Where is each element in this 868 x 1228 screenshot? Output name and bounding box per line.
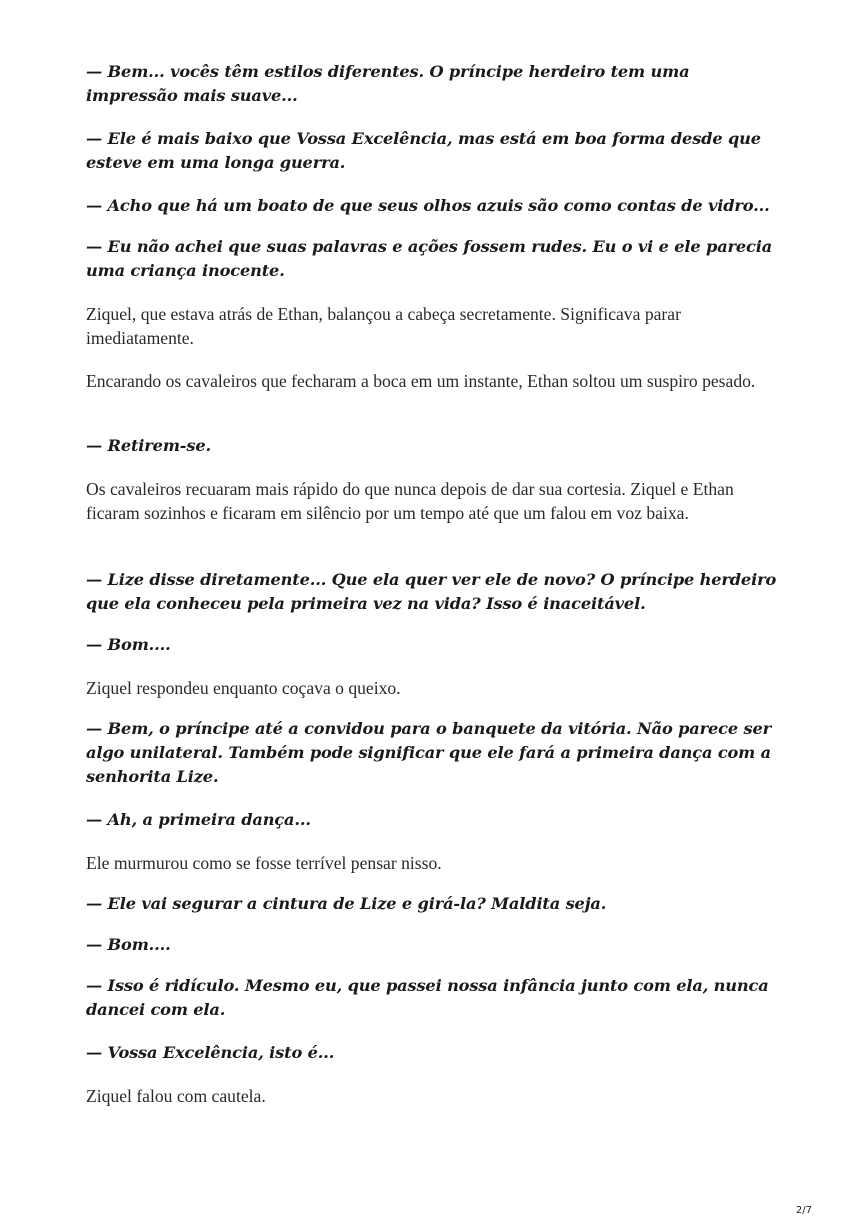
dialogue-paragraph: — Acho que há um boato de que seus olhos azuis são como contas de vidro... [86, 196, 770, 215]
narration-paragraph: Ziquel falou com cautela. [86, 1086, 266, 1106]
dialogue-paragraph: — Isso é ridículo. Mesmo eu, que passei nossa infância junto com ela, nunca dancei com ela. [86, 976, 769, 1019]
narration-paragraph: Os cavaleiros recuaram mais rápido do que nunca depois de dar sua cortesia. Ziquel e Ethan ficaram sozinhos e ficaram em silêncio por um tempo até que um falou em voz baixa. [86, 479, 734, 523]
narration-paragraph: Ziquel respondeu enquanto coçava o queixo. [86, 678, 401, 698]
dialogue-paragraph: — Eu não achei que suas palavras e ações fossem rudes. Eu o vi e ele parecia uma criança inocente. [86, 237, 773, 280]
dialogue-paragraph: — Lize disse diretamente... Que ela quer ver ele de novo? O príncipe herdeiro que ela conheceu pela primeira vez na vida? Isso é inaceitável. [86, 570, 777, 613]
dialogue-paragraph: — Retirem-se. [86, 436, 211, 455]
dialogue-paragraph: — Bom.... [86, 635, 171, 654]
dialogue-paragraph: — Bem, o príncipe até a convidou para o banquete da vitória. Não parece ser algo unilateral. Também pode significar que ele fará a primeira dança com a senhorita Lize. [86, 719, 771, 786]
page-number: 2/7 [795, 1205, 812, 1216]
narration-paragraph: Ziquel, que estava atrás de Ethan, balançou a cabeça secretamente. Significava parar imediatamente. [86, 304, 681, 348]
dialogue-paragraph: — Ah, a primeira dança... [86, 810, 311, 829]
dialogue-paragraph: — Ele é mais baixo que Vossa Excelência, mas está em boa forma desde que esteve em uma longa guerra. [86, 129, 761, 172]
document-page [86, 60, 786, 1108]
narration-paragraph: Ele murmurou como se fosse terrível pensar nisso. [86, 853, 442, 873]
dialogue-paragraph: — Bem... vocês têm estilos diferentes. O príncipe herdeiro tem uma impressão mais suave... [86, 62, 690, 105]
narration-paragraph: Encarando os cavaleiros que fecharam a boca em um instante, Ethan soltou um suspiro pesado. [86, 371, 756, 391]
dialogue-paragraph: — Ele vai segurar a cintura de Lize e girá-la? Maldita seja. [86, 894, 607, 913]
dialogue-paragraph: — Bom.... [86, 935, 171, 954]
dialogue-paragraph: — Vossa Excelência, isto é... [86, 1043, 335, 1062]
